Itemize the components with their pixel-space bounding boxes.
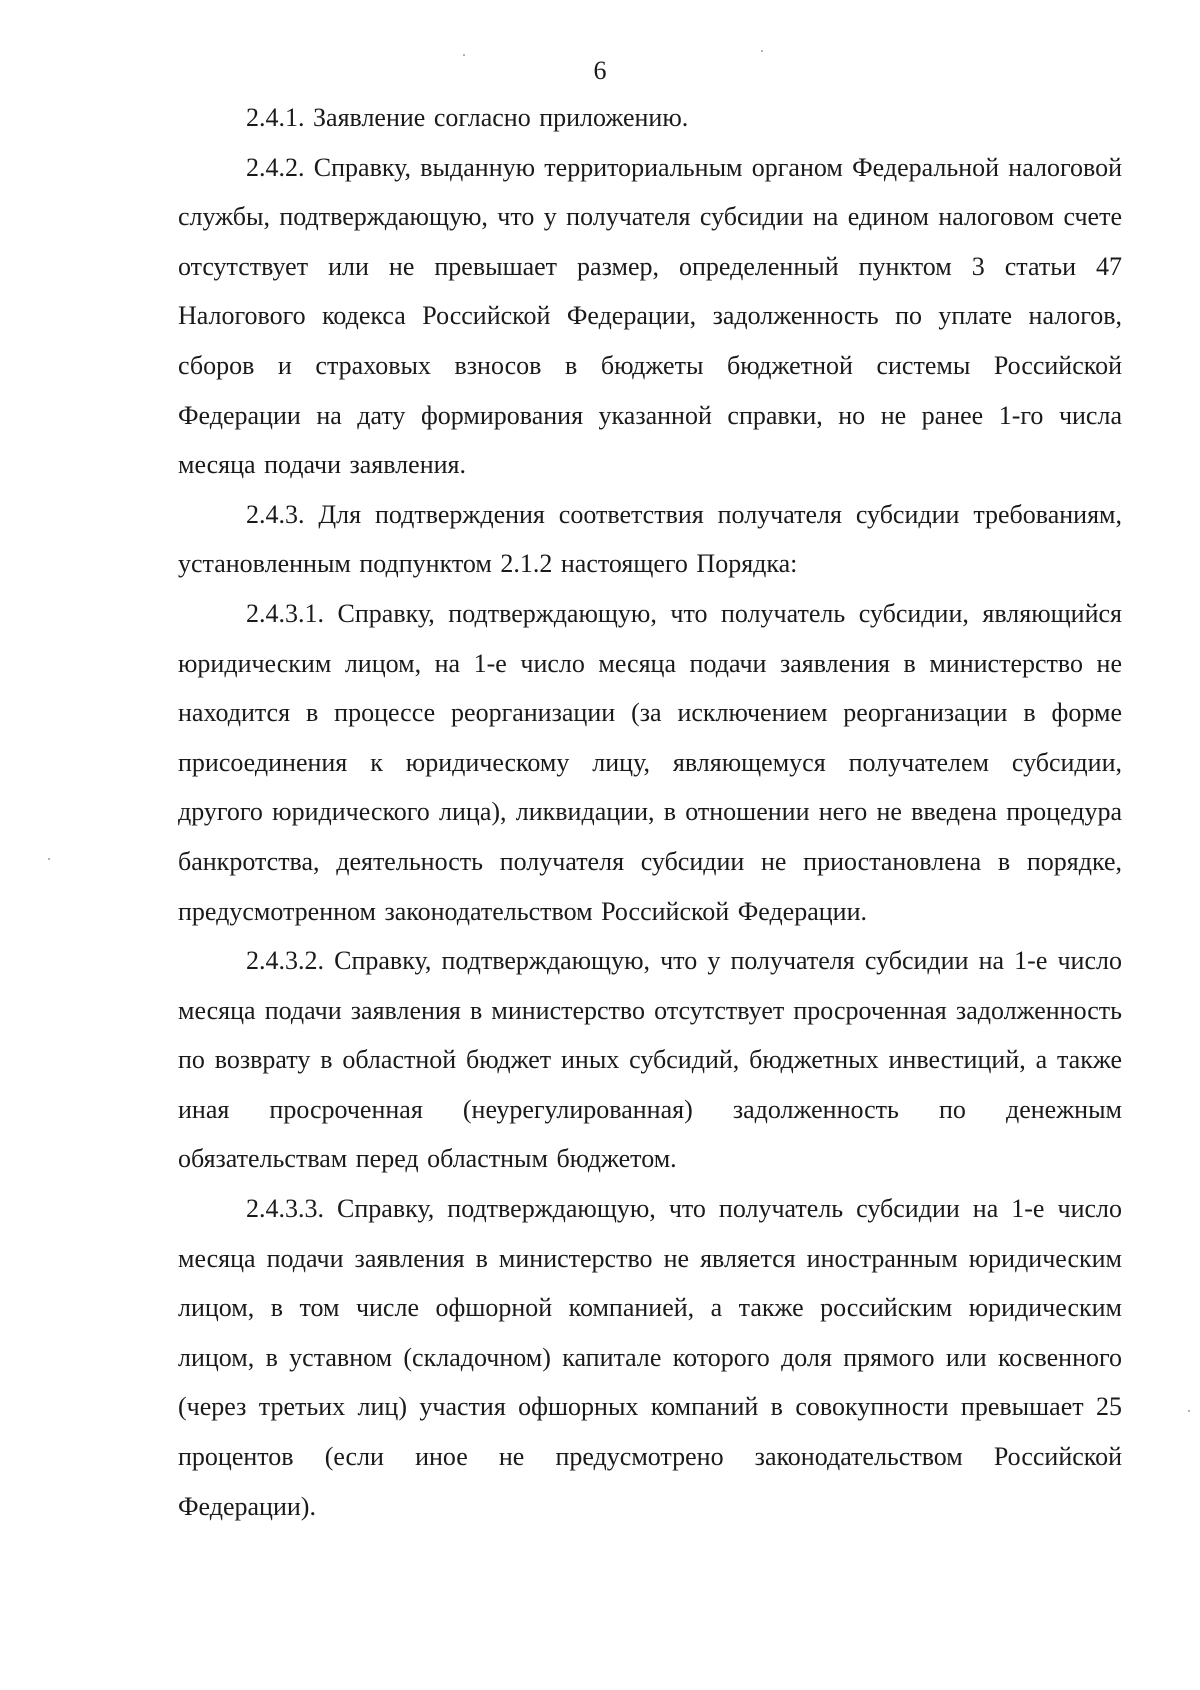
scan-speck: [463, 54, 465, 56]
paragraph-2-4-3-2: 2.4.3.2. Справку, подтверждающую, что у получателя субсидии на 1-е число месяца подачи заявления в министерство отсутствует просроченная задолженность по возврату в областной бюджет иных субсидий, бюджетных инвестиций, а также иная просроченная (неурегулированная) задолженность по денежным обязательствам перед областным бюджетом.: [178, 946, 1122, 1174]
page-number: 6: [593, 56, 607, 85]
paragraph-2-4-3-1: 2.4.3.1. Справку, подтверждающую, что получатель субсидии, являющийся юридическим лицом, на 1-е число месяца подачи заявления в министерство не находится в процессе реорганизации (за исключением реорганизации в форме присоединения к юридическому лицу, являющемуся получателем субсидии, другого юридического лица), ликвидации, в отношении него не введена процедура банкротства, деятельность получателя субсидии не приостановлена в порядке, предусмотренном законодательством Российской Федерации.: [178, 598, 1122, 926]
paragraph-2-4-3: 2.4.3. Для подтверждения соответствия получателя субсидии требованиям, установленным подпунктом 2.1.2 настоящего Порядка:: [178, 499, 1122, 579]
scan-speck: [761, 50, 763, 52]
scan-speck: [1188, 1410, 1190, 1412]
paragraph-2-4-2: 2.4.2. Справку, выданную территориальным органом Федеральной налоговой службы, подтверждающую, что у получателя субсидии на едином налоговом счете отсутствует или не превышает размер, определенный пунктом 3 статьи 47 Налогового кодекса Российской Федерации, задолженность по уплате налогов, сборов и страховых взносов в бюджеты бюджетной системы Российской Федерации на дату формирования указанной справки, но не ранее 1-го числа месяца подачи заявления.: [178, 152, 1122, 480]
paragraph-2-4-1: 2.4.1. Заявление согласно приложению.: [246, 103, 689, 132]
paragraph-2-4-3-3: 2.4.3.3. Справку, подтверждающую, что получатель субсидии на 1-е число месяца подачи заявления в министерство не является иностранным юридическим лицом, в том числе офшорной компанией, а также российским юридическим лицом, в уставном (складочном) капитале которого доля прямого или косвенного (через третьих лиц) участия офшорных компаний в совокупности превышает 25 процентов (если иное не предусмотрено законодательством Российской Федерации).: [178, 1194, 1122, 1521]
scan-speck: [48, 858, 50, 860]
document-body: [178, 93, 1122, 1531]
